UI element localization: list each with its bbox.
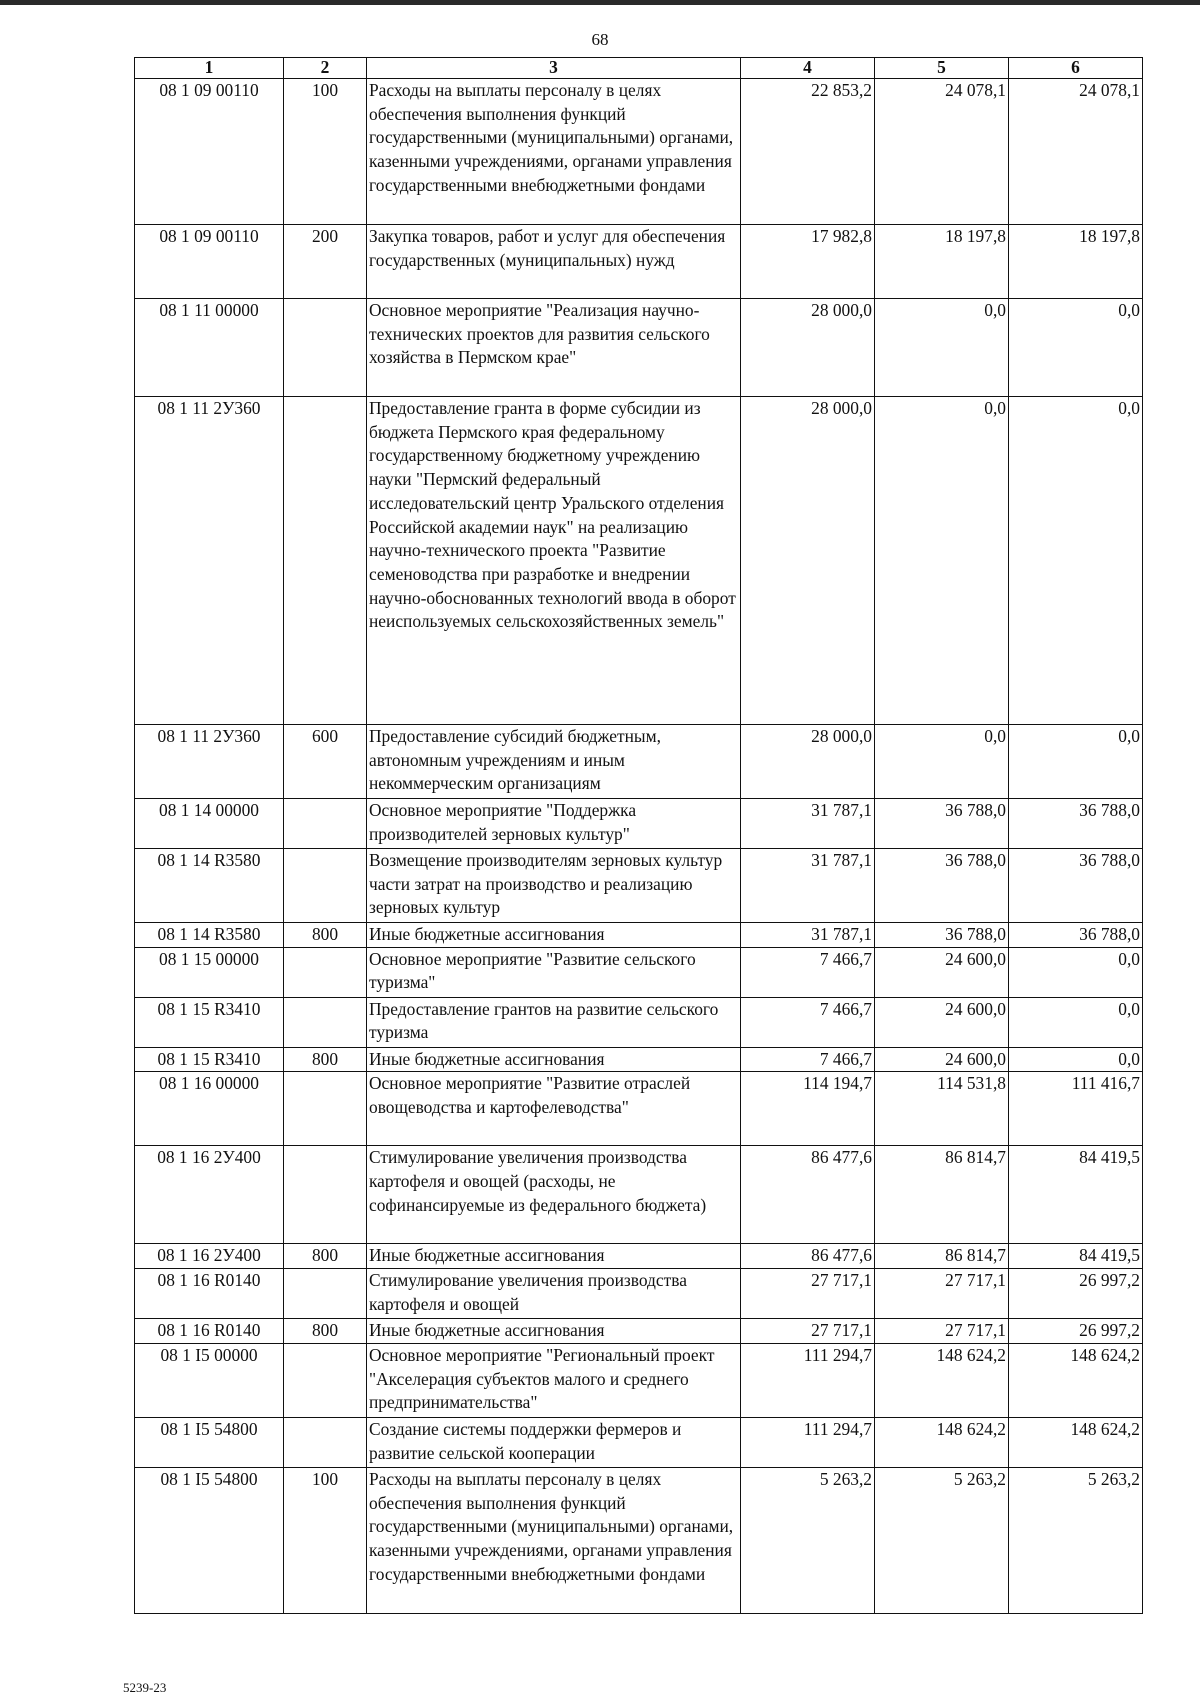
row-value-6: 36 788,0	[1009, 799, 1143, 849]
row-description: Создание системы поддержки фермеров и развитие сельской кооперации	[367, 1417, 741, 1467]
row-expense-type: 100	[284, 79, 367, 225]
row-description: Иные бюджетные ассигнования	[367, 923, 741, 948]
row-expense-type: 600	[284, 725, 367, 799]
row-expense-type	[284, 1146, 367, 1244]
row-value-4: 7 466,7	[741, 1047, 875, 1072]
row-value-4: 31 787,1	[741, 923, 875, 948]
row-code: 08 1 16 2У400	[135, 1244, 284, 1269]
row-value-6: 36 788,0	[1009, 849, 1143, 923]
column-header: 5	[875, 58, 1009, 79]
row-value-6: 0,0	[1009, 997, 1143, 1047]
row-description: Основное мероприятие "Реализация научно-технических проектов для развития сельского хозяйства в Пермском крае"	[367, 299, 741, 397]
row-code: 08 1 16 2У400	[135, 1146, 284, 1244]
budget-table	[134, 57, 1143, 1614]
column-header: 6	[1009, 58, 1143, 79]
row-value-6: 84 419,5	[1009, 1244, 1143, 1269]
row-value-6: 0,0	[1009, 299, 1143, 397]
row-value-6: 26 997,2	[1009, 1319, 1143, 1344]
row-value-5: 24 078,1	[875, 79, 1009, 225]
table-row	[135, 725, 1143, 799]
row-value-5: 36 788,0	[875, 923, 1009, 948]
row-value-5: 148 624,2	[875, 1343, 1009, 1417]
row-value-4: 27 717,1	[741, 1319, 875, 1344]
row-code: 08 1 16 R0140	[135, 1269, 284, 1319]
row-value-4: 7 466,7	[741, 997, 875, 1047]
row-value-5: 86 814,7	[875, 1244, 1009, 1269]
column-header: 3	[367, 58, 741, 79]
table-row	[135, 1047, 1143, 1072]
row-value-5: 86 814,7	[875, 1146, 1009, 1244]
row-expense-type	[284, 1072, 367, 1146]
column-header: 4	[741, 58, 875, 79]
table-row	[135, 799, 1143, 849]
row-value-6: 26 997,2	[1009, 1269, 1143, 1319]
row-value-5: 27 717,1	[875, 1319, 1009, 1344]
row-code: 08 1 15 R3410	[135, 1047, 284, 1072]
row-value-5: 114 531,8	[875, 1072, 1009, 1146]
table-row	[135, 1072, 1143, 1146]
row-description: Предоставление грантов на развитие сельского туризма	[367, 997, 741, 1047]
row-value-6: 18 197,8	[1009, 225, 1143, 299]
row-value-5: 24 600,0	[875, 997, 1009, 1047]
row-value-4: 7 466,7	[741, 947, 875, 997]
page-number: 68	[591, 30, 609, 49]
table-row	[135, 947, 1143, 997]
table-row	[135, 1343, 1143, 1417]
row-expense-type	[284, 397, 367, 725]
row-value-6: 84 419,5	[1009, 1146, 1143, 1244]
row-code: 08 1 16 R0140	[135, 1319, 284, 1344]
row-description: Иные бюджетные ассигнования	[367, 1244, 741, 1269]
row-value-6: 0,0	[1009, 947, 1143, 997]
row-value-6: 148 624,2	[1009, 1417, 1143, 1467]
table-row	[135, 225, 1143, 299]
row-expense-type: 800	[284, 1319, 367, 1344]
row-value-4: 28 000,0	[741, 299, 875, 397]
row-value-5: 24 600,0	[875, 947, 1009, 997]
row-code: 08 1 09 00110	[135, 79, 284, 225]
table-row	[135, 1146, 1143, 1244]
row-value-4: 86 477,6	[741, 1146, 875, 1244]
row-description: Расходы на выплаты персоналу в целях обеспечения выполнения функций государственными (муниципальными) органами, казенными учреждениями, органами управления государственными внебюджетными фондами	[367, 1467, 741, 1613]
row-description: Расходы на выплаты персоналу в целях обеспечения выполнения функций государственными (муниципальными) органами, казенными учреждениями, органами управления государственными внебюджетными фондами	[367, 79, 741, 225]
row-value-4: 17 982,8	[741, 225, 875, 299]
row-code: 08 1 16 00000	[135, 1072, 284, 1146]
column-header: 2	[284, 58, 367, 79]
row-value-5: 18 197,8	[875, 225, 1009, 299]
row-description: Основное мероприятие "Развитие отраслей овощеводства и картофелеводства"	[367, 1072, 741, 1146]
row-code: 08 1 I5 54800	[135, 1417, 284, 1467]
row-value-4: 28 000,0	[741, 397, 875, 725]
row-value-6: 0,0	[1009, 1047, 1143, 1072]
row-expense-type	[284, 947, 367, 997]
row-expense-type	[284, 1343, 367, 1417]
table-row	[135, 1244, 1143, 1269]
table-row	[135, 923, 1143, 948]
row-value-6: 0,0	[1009, 397, 1143, 725]
row-code: 08 1 11 2У360	[135, 725, 284, 799]
row-value-4: 86 477,6	[741, 1244, 875, 1269]
row-value-4: 111 294,7	[741, 1343, 875, 1417]
row-expense-type: 800	[284, 1047, 367, 1072]
row-value-4: 31 787,1	[741, 799, 875, 849]
row-value-6: 24 078,1	[1009, 79, 1143, 225]
row-value-4: 5 263,2	[741, 1467, 875, 1613]
row-description: Предоставление гранта в форме субсидии из бюджета Пермского края федеральному государственному бюджетному учреждению науки "Пермский федеральный исследовательский центр Уральского отделения Российской академии наук" на реализацию научно-технического проекта "Развитие семеноводства при разработке и внедрении научно-обоснованных технологий ввода в оборот неиспользуемых сельскохозяйственных земель"	[367, 397, 741, 725]
row-value-4: 111 294,7	[741, 1417, 875, 1467]
column-header: 1	[135, 58, 284, 79]
row-code: 08 1 11 2У360	[135, 397, 284, 725]
table-row	[135, 397, 1143, 725]
table-row	[135, 1319, 1143, 1344]
footer-code: 5239-23	[123, 1680, 167, 1695]
row-description: Иные бюджетные ассигнования	[367, 1319, 741, 1344]
row-description: Предоставление субсидий бюджетным, автономным учреждениям и иным некоммерческим организациям	[367, 725, 741, 799]
row-description: Стимулирование увеличения производства картофеля и овощей (расходы, не софинансируемые из федерального бюджета)	[367, 1146, 741, 1244]
row-value-5: 0,0	[875, 725, 1009, 799]
row-value-5: 0,0	[875, 299, 1009, 397]
row-expense-type: 800	[284, 923, 367, 948]
row-code: 08 1 15 R3410	[135, 997, 284, 1047]
row-expense-type: 800	[284, 1244, 367, 1269]
row-expense-type	[284, 1417, 367, 1467]
row-value-5: 36 788,0	[875, 799, 1009, 849]
row-code: 08 1 14 R3580	[135, 849, 284, 923]
table-row	[135, 79, 1143, 225]
row-value-5: 27 717,1	[875, 1269, 1009, 1319]
row-expense-type: 200	[284, 225, 367, 299]
row-value-4: 28 000,0	[741, 725, 875, 799]
row-expense-type	[284, 997, 367, 1047]
row-code: 08 1 15 00000	[135, 947, 284, 997]
row-value-5: 0,0	[875, 397, 1009, 725]
row-description: Возмещение производителям зерновых культур части затрат на производство и реализацию зерновых культур	[367, 849, 741, 923]
row-code: 08 1 14 R3580	[135, 923, 284, 948]
row-value-4: 22 853,2	[741, 79, 875, 225]
row-value-5: 36 788,0	[875, 849, 1009, 923]
row-expense-type	[284, 1269, 367, 1319]
row-value-6: 36 788,0	[1009, 923, 1143, 948]
row-expense-type	[284, 299, 367, 397]
row-code: 08 1 14 00000	[135, 799, 284, 849]
row-value-6: 5 263,2	[1009, 1467, 1143, 1613]
row-value-5: 5 263,2	[875, 1467, 1009, 1613]
row-description: Основное мероприятие "Поддержка производителей зерновых культур"	[367, 799, 741, 849]
table-row	[135, 849, 1143, 923]
row-value-5: 24 600,0	[875, 1047, 1009, 1072]
table-row	[135, 1467, 1143, 1613]
table-row	[135, 1269, 1143, 1319]
table-row	[135, 1417, 1143, 1467]
header-row	[135, 58, 1143, 79]
row-value-6: 148 624,2	[1009, 1343, 1143, 1417]
row-expense-type: 100	[284, 1467, 367, 1613]
row-description: Основное мероприятие "Региональный проект "Акселерация субъектов малого и среднего предпринимательства"	[367, 1343, 741, 1417]
row-code: 08 1 I5 00000	[135, 1343, 284, 1417]
row-value-5: 148 624,2	[875, 1417, 1009, 1467]
row-value-6: 0,0	[1009, 725, 1143, 799]
row-expense-type	[284, 849, 367, 923]
row-value-6: 111 416,7	[1009, 1072, 1143, 1146]
row-description: Закупка товаров, работ и услуг для обеспечения государственных (муниципальных) нужд	[367, 225, 741, 299]
row-expense-type	[284, 799, 367, 849]
row-code: 08 1 I5 54800	[135, 1467, 284, 1613]
row-value-4: 31 787,1	[741, 849, 875, 923]
row-description: Иные бюджетные ассигнования	[367, 1047, 741, 1072]
row-value-4: 114 194,7	[741, 1072, 875, 1146]
row-code: 08 1 09 00110	[135, 225, 284, 299]
table-row	[135, 299, 1143, 397]
row-code: 08 1 11 00000	[135, 299, 284, 397]
row-description: Стимулирование увеличения производства картофеля и овощей	[367, 1269, 741, 1319]
row-description: Основное мероприятие "Развитие сельского туризма"	[367, 947, 741, 997]
row-value-4: 27 717,1	[741, 1269, 875, 1319]
table-row	[135, 997, 1143, 1047]
scan-top-border	[0, 0, 1200, 5]
